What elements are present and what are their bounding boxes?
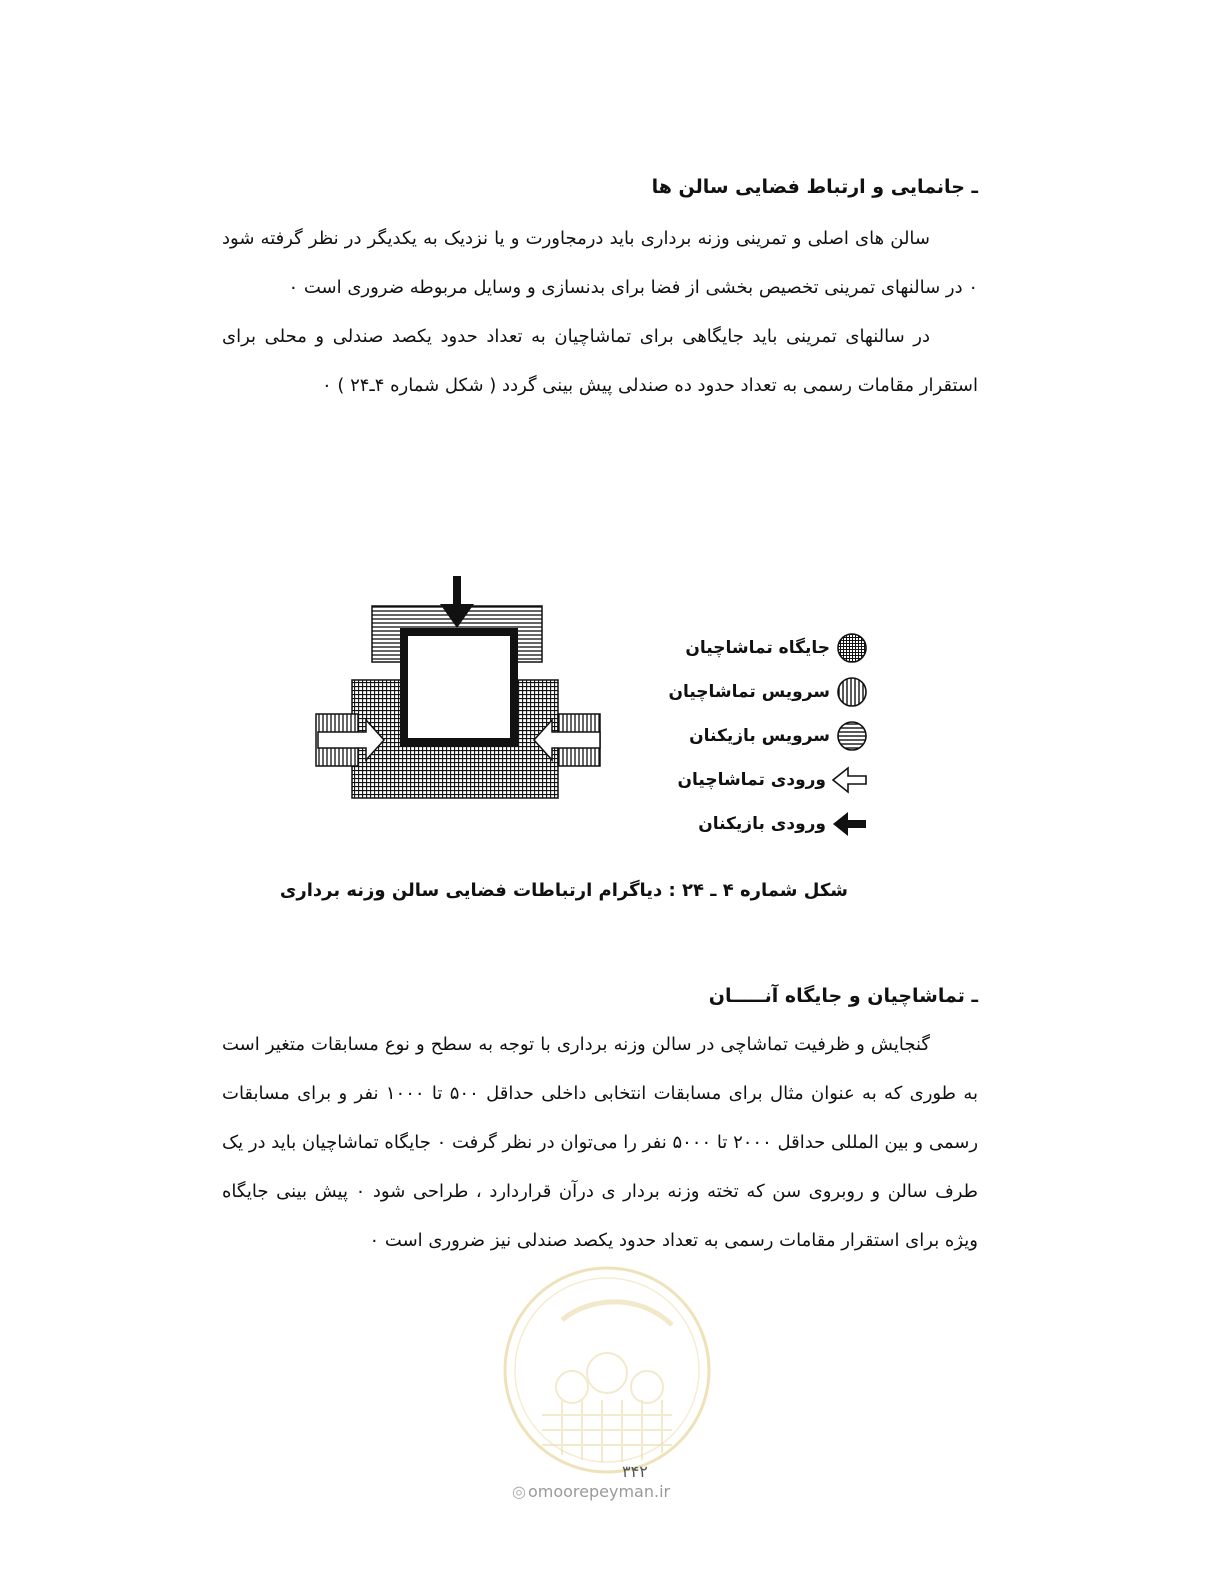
legend-item-spectator-service	[660, 670, 870, 714]
spatial-relation-diagram	[310, 570, 610, 810]
legend-label: سرویس تماشاچیان	[668, 682, 830, 702]
paragraph-halls-adjacency: سالن های اصلی و تمرینی وزنه برداری باید درمجاورت و یا نزدیک به یکدیگر در نظر گرفته شود ۰ در سالنهای تمرینی تخصیص بخشی از فضا برای بدنسازی و وسایل مربوطه ضروری است ۰	[222, 228, 978, 298]
legend-item-player-entrance	[660, 802, 870, 846]
section2-body	[222, 1020, 978, 1265]
watermark-seal	[502, 1265, 712, 1475]
website-watermark	[512, 1482, 670, 1501]
legend-item-spectator-seating	[660, 626, 870, 670]
logo-icon: ◎	[512, 1482, 526, 1501]
section-heading-spectators: ـ تماشاچیان و جایگاه آنـــــان	[708, 985, 978, 1007]
legend-item-spectator-entrance	[660, 758, 870, 802]
vertical-hatch-circle-icon	[834, 675, 870, 709]
diagram-legend	[660, 626, 870, 846]
horizontal-hatch-circle-icon	[834, 719, 870, 753]
legend-label: ورودی بازیکنان	[698, 814, 826, 834]
seal-icon	[502, 1265, 712, 1475]
solid-arrow-icon	[830, 807, 870, 841]
competition-hall	[408, 636, 510, 738]
legend-item-player-service	[660, 714, 870, 758]
section-heading-spatial-relations: ـ جانمایی و ارتباط فضایی سالن ها	[651, 176, 978, 198]
legend-label: جایگاه تماشاچیان	[685, 638, 830, 658]
section1-body	[222, 214, 978, 410]
legend-label: ورودی تماشاچیان	[677, 770, 826, 790]
legend-label: سرویس بازیکنان	[689, 726, 830, 746]
paragraph-spectator-capacity: گنجایش و ظرفیت تماشاچی در سالن وزنه برداری با توجه به سطح و نوع مسابقات متغیر است به طوری که به عنوان مثال برای مسابقات انتخابی داخلی حداقل ۵۰۰ تا ۱۰۰۰ نفر و برای مسابقات رسمی و بین المللی حداقل ۲۰۰۰ تا ۵۰۰۰ نفر را می‌توان در نظر گرفت ۰ جایگاه تماشاچیان باید در یک طرف سالن و روبروی سن که تخته وزنه بردار ی درآن قراردارد ، طراحی شود ۰ پیش بینی جایگاه ویژه برای استقرار مقامات رسمی به تعداد حدود یکصد صندلی نیز ضروری است ۰	[222, 1034, 979, 1251]
page-number: ۳۴۲	[622, 1462, 648, 1481]
grid-hatch-circle-icon	[834, 631, 870, 665]
figure-caption: شکل شماره ۴ ـ ۲۴ : دیاگرام ارتباطات فضایی سالن وزنه برداری	[279, 880, 848, 901]
website-text: omoorepeyman.ir	[527, 1482, 671, 1501]
hollow-arrow-icon	[830, 763, 870, 797]
paragraph-spectator-seating: در سالنهای تمرینی باید جایگاهی برای تماشاچیان به تعداد حدود یکصد صندلی و محلی برای استقرار مقامات رسمی به تعداد حدود ده صندلی پیش بینی گردد ( شکل شماره ۴ـ۲۴ ) ۰	[222, 326, 978, 396]
